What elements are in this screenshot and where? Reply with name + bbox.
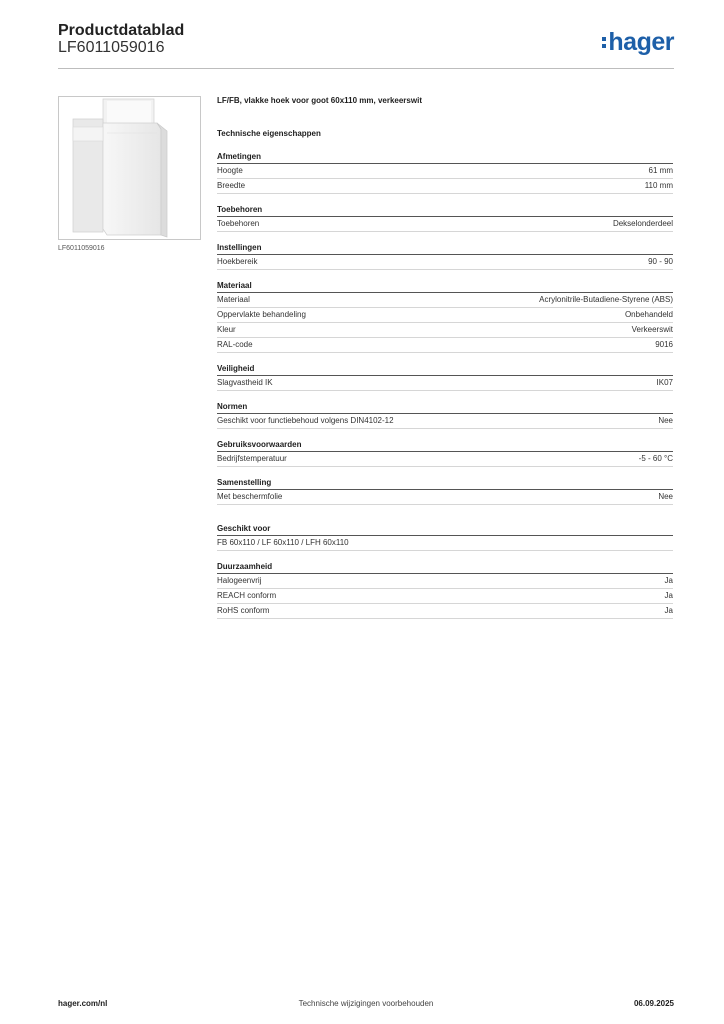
table-row bbox=[217, 179, 673, 194]
row-value: 110 mm bbox=[644, 181, 673, 190]
row-label: REACH conform bbox=[217, 591, 277, 600]
datasheet-content bbox=[217, 96, 673, 629]
row-value: Dekselonderdeel bbox=[612, 219, 673, 228]
section-material bbox=[217, 280, 673, 353]
table-row bbox=[217, 414, 673, 429]
section-sustainability bbox=[217, 561, 673, 619]
section-heading: Technische eigenschappen bbox=[217, 129, 321, 138]
row-value: Onbehandeld bbox=[624, 310, 673, 319]
table-row bbox=[217, 255, 673, 270]
row-label: Halogeenvrij bbox=[217, 576, 262, 585]
row-value: 90 - 90 bbox=[648, 257, 673, 266]
section-composition bbox=[217, 477, 673, 505]
row-label: Geschikt voor functiebehoud volgens DIN4102-12 bbox=[217, 416, 394, 425]
row-label: RAL-code bbox=[217, 340, 253, 349]
hager-logo[interactable] bbox=[602, 28, 674, 57]
section-title: Duurzaamheid bbox=[217, 561, 673, 574]
row-value: Nee bbox=[658, 416, 673, 425]
duct-corner-illustration bbox=[59, 97, 200, 239]
table-row bbox=[217, 293, 673, 308]
table-row bbox=[217, 323, 673, 338]
table-row bbox=[217, 536, 673, 551]
footer-note: Technische wijzigingen voorbehouden bbox=[298, 999, 434, 1008]
row-value: Acrylonitrile-Butadiene-Styrene (ABS) bbox=[539, 295, 673, 304]
table-row bbox=[217, 452, 673, 467]
row-value: Ja bbox=[664, 576, 673, 585]
header-divider bbox=[58, 68, 674, 69]
section-title: Veiligheid bbox=[217, 363, 673, 376]
product-code: LF6011059016 bbox=[58, 39, 165, 56]
section-title: Samenstelling bbox=[217, 477, 673, 490]
row-value: -5 - 60 °C bbox=[638, 454, 673, 463]
row-label: RoHS conform bbox=[217, 606, 270, 615]
table-row bbox=[217, 217, 673, 232]
section-title: Materiaal bbox=[217, 280, 673, 293]
product-title: LF/FB, vlakke hoek voor goot 60x110 mm, verkeerswit bbox=[217, 96, 422, 105]
row-label: Breedte bbox=[217, 181, 246, 190]
table-row bbox=[217, 574, 673, 589]
row-label: Slagvastheid IK bbox=[217, 378, 273, 387]
row-label: Kleur bbox=[217, 325, 236, 334]
section-title: Toebehoren bbox=[217, 204, 673, 217]
table-row bbox=[217, 604, 673, 619]
section-accessories bbox=[217, 204, 673, 232]
section-dimensions bbox=[217, 151, 673, 194]
table-row bbox=[217, 164, 673, 179]
row-value: Ja bbox=[664, 591, 673, 600]
row-value: 61 mm bbox=[648, 166, 673, 175]
row-label: Met beschermfolie bbox=[217, 492, 283, 501]
footer-website-link[interactable]: hager.com/nl bbox=[58, 999, 108, 1008]
row-label: FB 60x110 / LF 60x110 / LFH 60x110 bbox=[217, 538, 349, 547]
section-title: Normen bbox=[217, 401, 673, 414]
table-row bbox=[217, 589, 673, 604]
page-title: Productdatablad bbox=[58, 22, 185, 39]
row-label: Hoekbereik bbox=[217, 257, 258, 266]
row-value: IK07 bbox=[656, 378, 673, 387]
row-label: Toebehoren bbox=[217, 219, 260, 228]
logo-text: hager bbox=[608, 28, 674, 56]
image-caption: LF6011059016 bbox=[58, 245, 105, 252]
table-row bbox=[217, 308, 673, 323]
section-conditions bbox=[217, 439, 673, 467]
row-label: Oppervlakte behandeling bbox=[217, 310, 306, 319]
logo-dots-icon bbox=[602, 37, 606, 48]
section-settings bbox=[217, 242, 673, 270]
table-row bbox=[217, 490, 673, 505]
row-label: Bedrijfstemperatuur bbox=[217, 454, 287, 463]
row-value: Verkeerswit bbox=[631, 325, 673, 334]
row-value: 9016 bbox=[655, 340, 673, 349]
section-title: Geschikt voor bbox=[217, 523, 673, 536]
section-safety bbox=[217, 363, 673, 391]
table-row bbox=[217, 338, 673, 353]
section-title: Gebruiksvoorwaarden bbox=[217, 439, 673, 452]
footer-date: 06.09.2025 bbox=[633, 999, 674, 1008]
section-title: Afmetingen bbox=[217, 151, 673, 164]
row-value: Nee bbox=[658, 492, 673, 501]
section-title: Instellingen bbox=[217, 242, 673, 255]
section-standards bbox=[217, 401, 673, 429]
row-label: Hoogte bbox=[217, 166, 243, 175]
product-image bbox=[58, 96, 201, 240]
table-row bbox=[217, 376, 673, 391]
section-suitable-for bbox=[217, 523, 673, 551]
row-value: Ja bbox=[664, 606, 673, 615]
row-label: Materiaal bbox=[217, 295, 250, 304]
